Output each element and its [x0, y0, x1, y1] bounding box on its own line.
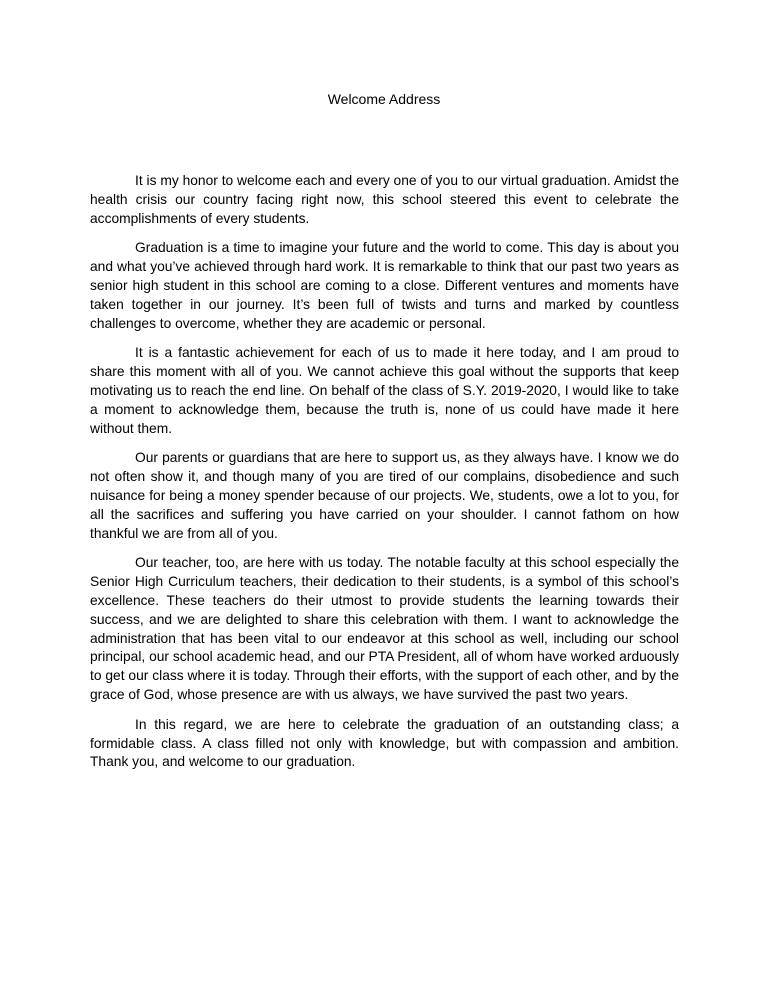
paragraph-2: Graduation is a time to imagine your future and the world to come. This day is about you and what you’ve achieved through hard work. It is remarkable to think that our past two years as senior high student in this school are coming to a close. Different ventures and moments have taken together in our journey. It’s been full of twists and turns and marked by countless challenges to overcome, whether they are academic or personal.: [90, 240, 679, 331]
document-title: Welcome Address: [327, 91, 441, 107]
paragraph-3: It is a fantastic achievement for each of us to made it here today, and I am proud to share this moment with all of you. We cannot achieve this goal without the supports that keep motivating us to reach the end line. On behalf of the class of S.Y. 2019-2020, I would like to take a moment to acknowledge them, because the truth is, none of us could have made it here without them.: [90, 345, 679, 436]
document-body: [90, 172, 679, 783]
paragraph-4: Our parents or guardians that are here to support us, as they always have. I know we do not often show it, and though many of you are tired of our complains, disobedience and such nuisance for being a money spender because of our projects. We, students, owe a lot to you, for all the sacrifices and suffering you have carried on your shoulder. I cannot fathom on how thankful we are from all of you.: [90, 450, 679, 541]
paragraph-5: Our teacher, too, are here with us today. The notable faculty at this school especially the Senior High Curriculum teachers, their dedication to their students, is a symbol of this school’s excellence. These teachers do their utmost to provide students the learning towards their success, and we are delighted to share this celebration with them. I want to acknowledge the administration that has been vital to our endeavor at this school as well, including our school principal, our school academic head, and our PTA President, all of whom have worked arduously to get our class where it is today. Through their efforts, with the support of each other, and by the grace of God, whose presence are with us always, we have survived the past two years.: [90, 555, 679, 702]
paragraph-1: It is my honor to welcome each and every one of you to our virtual graduation. Amidst the health crisis our country facing right now, this school steered this event to celebrate the accomplishments of every students.: [90, 173, 679, 226]
paragraph-6: In this regard, we are here to celebrate the graduation of an outstanding class; a formidable class. A class filled not only with knowledge, but with compassion and ambition. Thank you, and welcome to our graduation.: [90, 716, 679, 770]
